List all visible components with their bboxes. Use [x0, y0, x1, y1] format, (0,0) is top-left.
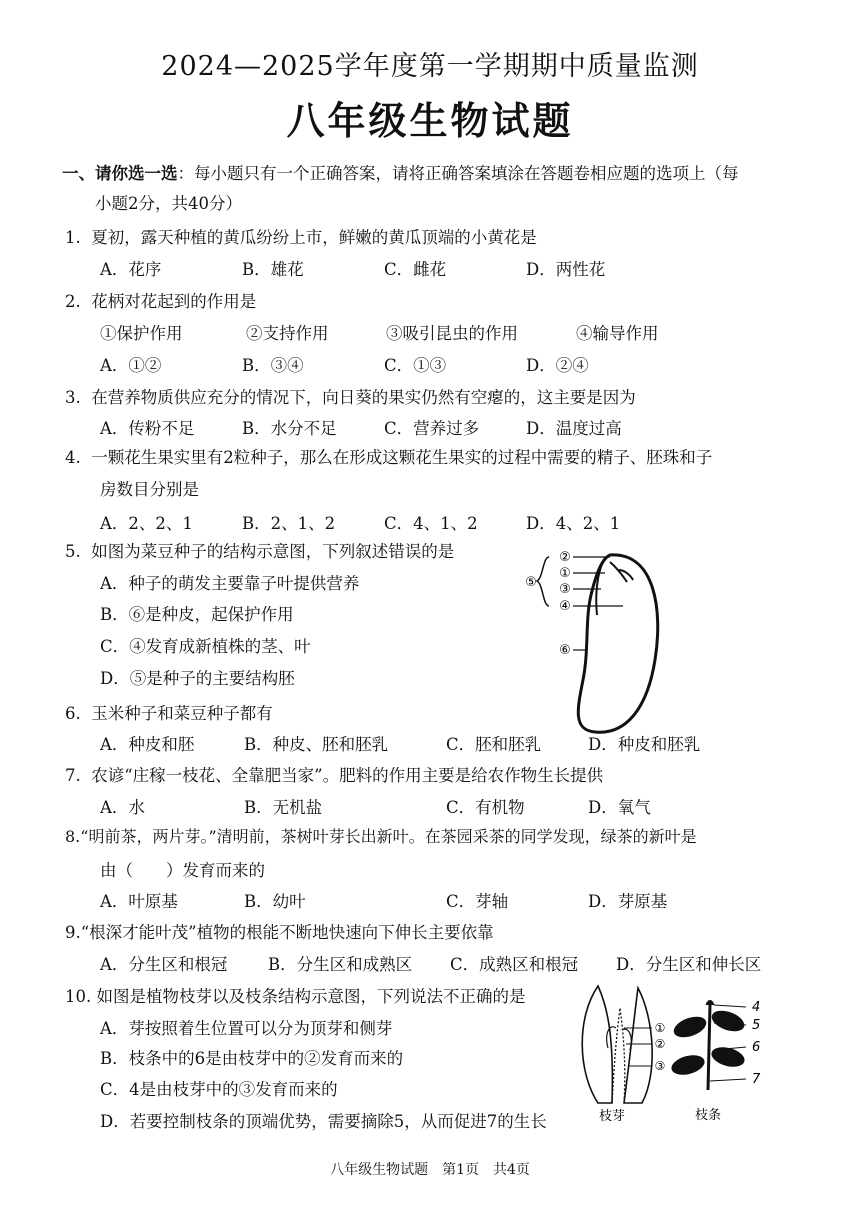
- bud-axis: [612, 1008, 625, 1103]
- section-instruction: 一、请你选一选：每小题只有一个正确答案，请将正确答案填涂在答题卷相应题的选项上（每: [62, 164, 739, 183]
- option[interactable]: C．营养过多: [384, 419, 480, 438]
- exam-title: 2024—2025学年度第一学期期中质量监测: [161, 51, 699, 82]
- option[interactable]: C．①③: [384, 356, 447, 375]
- question-1: 1. 夏初，露天种植的黄瓜纷纷上市，鲜嫩的黄瓜顶端的小黄花是: [65, 228, 537, 247]
- option[interactable]: A．叶原基: [100, 892, 178, 911]
- option[interactable]: B．水分不足: [242, 419, 337, 438]
- branch-diagram: [668, 995, 778, 1125]
- branch-label: 6: [752, 1040, 761, 1055]
- option[interactable]: C．4、1、2: [384, 514, 478, 533]
- bean-label: ④: [559, 599, 571, 614]
- option[interactable]: D．温度过高: [526, 419, 622, 438]
- choice: ④输导作用: [576, 324, 659, 343]
- branch-caption: 枝条: [694, 1108, 722, 1123]
- choice: ③吸引昆虫的作用: [386, 324, 518, 343]
- option[interactable]: B．种皮、胚和胚乳: [244, 735, 389, 754]
- option[interactable]: A．种皮和胚: [100, 735, 195, 754]
- option[interactable]: D．②④: [526, 356, 589, 375]
- page-footer: 八年级生物试题 第1页 共4页: [330, 1162, 530, 1178]
- bean-label: ⑤: [525, 575, 537, 590]
- exam-subject: 八年级生物试题: [286, 98, 574, 143]
- question-4: 4. 一颗花生果实里有2粒种子，那么在形成这颗花生果实的过程中需要的精子、胚珠和子: [65, 448, 713, 467]
- section-heading: 一、请你选一选: [62, 164, 178, 183]
- question-5: 5. 如图为菜豆种子的结构示意图，下列叙述错误的是: [65, 542, 455, 561]
- choice: ②支持作用: [246, 324, 329, 343]
- bud-label: ③: [654, 1059, 666, 1073]
- option[interactable]: D．两性花: [526, 260, 606, 279]
- option[interactable]: D．⑤是种子的主要结构胚: [100, 669, 295, 688]
- bean-label: ⑥: [559, 643, 571, 658]
- bud-label: ①: [654, 1021, 666, 1035]
- bud-label: ②: [654, 1037, 666, 1051]
- option[interactable]: D．种皮和胚乳: [588, 735, 701, 754]
- branch-stem: [708, 1005, 710, 1090]
- option[interactable]: A．2、2、1: [100, 514, 193, 533]
- option[interactable]: C．4是由枝芽中的③发育而来的: [100, 1080, 338, 1099]
- question-9: 9.“根深才能叶茂”植物的根能不断地快速向下伸长主要依靠: [65, 923, 494, 942]
- option[interactable]: D．氧气: [588, 798, 651, 817]
- option[interactable]: A．①②: [100, 356, 162, 375]
- bean-label: ②: [559, 550, 571, 565]
- option[interactable]: C．芽轴: [446, 892, 509, 911]
- option[interactable]: A．传粉不足: [100, 419, 195, 438]
- option[interactable]: D．芽原基: [588, 892, 668, 911]
- option[interactable]: C．成熟区和根冠: [450, 955, 579, 974]
- branch-label: 5: [752, 1018, 761, 1033]
- option[interactable]: A．花序: [100, 260, 162, 279]
- branch-label: 4: [752, 1000, 761, 1015]
- option[interactable]: A．分生区和根冠: [100, 955, 228, 974]
- option[interactable]: D．若要控制枝条的顶端优势，需要摘除5，从而促进7的生长: [100, 1112, 547, 1131]
- section-instruction-line2: 小题2分，共40分）: [95, 194, 242, 213]
- option[interactable]: D．4、2、1: [526, 514, 621, 533]
- question-8-cont: 由（ ）发育而来的: [100, 861, 265, 880]
- choice: ①保护作用: [100, 324, 183, 343]
- question-10: 10. 如图是植物枝芽以及枝条结构示意图，下列说法不正确的是: [65, 987, 526, 1006]
- option[interactable]: B．雄花: [242, 260, 304, 279]
- option[interactable]: A．种子的萌发主要靠子叶提供营养: [100, 574, 360, 593]
- question-8: 8.“明前茶，两片芽。”清明前，茶树叶芽长出新叶。在茶园采茶的同学发现，绿茶的新叶是: [65, 827, 697, 846]
- option[interactable]: B．无机盐: [244, 798, 323, 817]
- option[interactable]: B．枝条中的6是由枝芽中的②发育而来的: [100, 1049, 404, 1068]
- option[interactable]: A．芽按照着生位置可以分为顶芽和侧芽: [100, 1019, 393, 1038]
- bud-caption: 枝芽: [598, 1109, 626, 1124]
- question-6: 6. 玉米种子和菜豆种子都有: [65, 704, 273, 723]
- option[interactable]: C．雌花: [384, 260, 447, 279]
- option[interactable]: B．幼叶: [244, 892, 306, 911]
- option[interactable]: D．分生区和伸长区: [616, 955, 762, 974]
- option[interactable]: A．水: [100, 798, 145, 817]
- option[interactable]: C．胚和胚乳: [446, 735, 542, 754]
- branch-label: 7: [752, 1072, 761, 1087]
- option[interactable]: B．⑥是种皮，起保护作用: [100, 605, 294, 624]
- bud-diagram: [568, 978, 678, 1126]
- option[interactable]: C．④发育成新植株的茎、叶: [100, 637, 311, 656]
- option[interactable]: B．③④: [242, 356, 304, 375]
- bean-seed-diagram: [515, 540, 675, 740]
- question-3: 3. 在营养物质供应充分的情况下，向日葵的果实仍然有空瘪的，这主要是因为: [65, 388, 636, 407]
- option[interactable]: B．2、1、2: [242, 514, 336, 533]
- seed-coat: [578, 555, 657, 732]
- question-4-cont: 房数目分别是: [100, 480, 199, 499]
- bean-label: ①: [559, 566, 571, 581]
- question-2: 2. 花柄对花起到的作用是: [65, 292, 257, 311]
- question-7: 7. 农谚“庄稼一枝花、全靠肥当家”。肥料的作用主要是给农作物生长提供: [65, 766, 604, 785]
- bud-outer: [582, 986, 612, 1103]
- bean-label: ③: [559, 582, 571, 597]
- plumule: [610, 562, 633, 582]
- option[interactable]: C．有机物: [446, 798, 525, 817]
- option[interactable]: B．分生区和成熟区: [268, 955, 413, 974]
